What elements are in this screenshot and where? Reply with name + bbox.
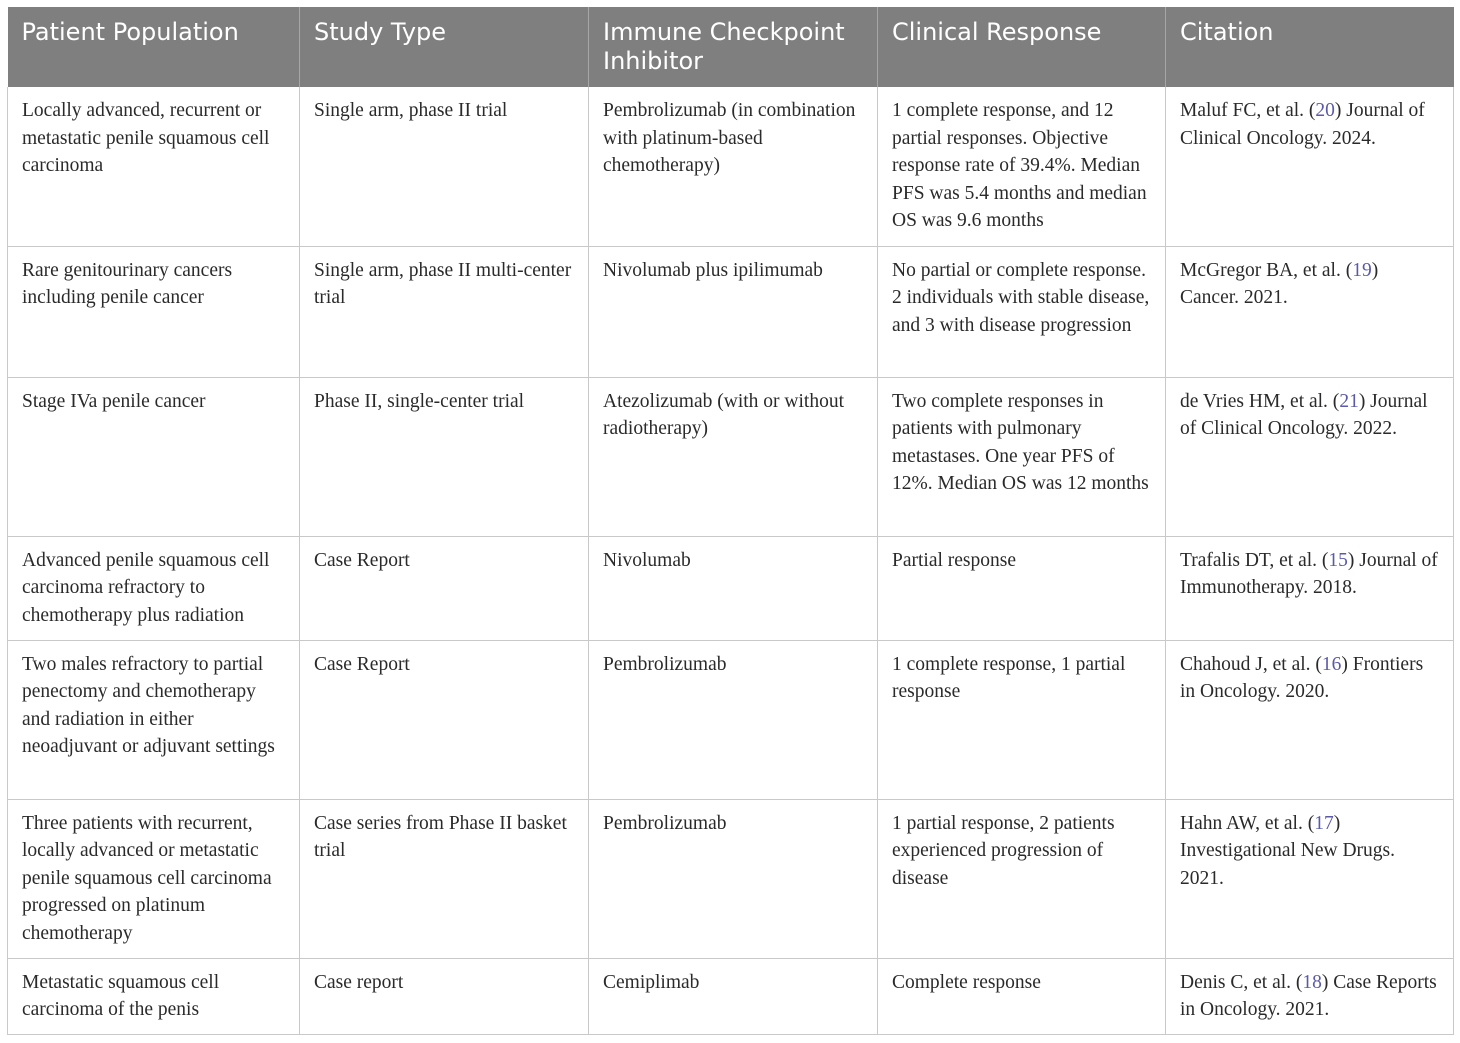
reference-link[interactable]: 21 xyxy=(1339,390,1359,412)
header-checkpoint-line1: Immune Checkpoint xyxy=(603,18,845,46)
cell-study-type: Single arm, phase II multi-center trial xyxy=(300,246,589,377)
citation-text: ) Case Reports in Oncology. 2021. xyxy=(1180,971,1437,1021)
cell-inhibitor: Nivolumab xyxy=(589,536,878,640)
cell-population: Rare genitourinary cancers including penile cancer xyxy=(8,246,300,377)
citation-text: Denis C, et al. ( xyxy=(1180,971,1303,993)
citation-text: Hahn AW, et al. ( xyxy=(1180,812,1315,834)
cell-population: Locally advanced, recurrent or metastatic penile squamous cell carcinoma xyxy=(8,87,300,246)
cell-response: 1 complete response, and 12 partial responses. Objective response rate of 39.4%. Median PFS was 5.4 months and median OS was 9.6 months xyxy=(878,87,1166,246)
table-row xyxy=(8,640,1454,799)
reference-link[interactable]: 17 xyxy=(1314,812,1334,834)
table-body xyxy=(8,87,1454,1034)
cell-response: Complete response xyxy=(878,958,1166,1034)
cell-population: Stage IVa penile cancer xyxy=(8,377,300,536)
header-immune-checkpoint-inhibitor xyxy=(589,7,878,87)
header-row xyxy=(8,7,1454,87)
cell-response: 1 partial response, 2 patients experienced progression of disease xyxy=(878,799,1166,958)
citation-text: ) Frontiers in Oncology. 2020. xyxy=(1180,653,1424,703)
header-patient-population: Patient Population xyxy=(8,7,300,87)
cell-citation xyxy=(1166,246,1454,377)
cell-response: Two complete responses in patients with pulmonary metastases. One year PFS of 12%. Median OS was 12 months xyxy=(878,377,1166,536)
cell-response: 1 complete response, 1 partial response xyxy=(878,640,1166,799)
table-row xyxy=(8,958,1454,1034)
citation-text: ) Journal of Clinical Oncology. 2024. xyxy=(1180,100,1425,149)
cell-response: No partial or complete response. 2 individuals with stable disease, and 3 with disease progression xyxy=(878,246,1166,377)
cell-inhibitor: Atezolizumab (with or without radiotherapy) xyxy=(589,377,878,536)
cell-inhibitor: Pembrolizumab xyxy=(589,640,878,799)
table-row xyxy=(8,377,1454,536)
cell-citation xyxy=(1166,799,1454,958)
cell-population: Two males refractory to partial penectomy and chemotherapy and radiation in either neoadjuvant or adjuvant settings xyxy=(8,640,300,799)
reference-link[interactable]: 18 xyxy=(1302,971,1322,993)
cell-response: Partial response xyxy=(878,536,1166,640)
cell-citation xyxy=(1166,377,1454,536)
cell-inhibitor: Cemiplimab xyxy=(589,958,878,1034)
citation-text: Chahoud J, et al. ( xyxy=(1180,653,1322,675)
cell-study-type: Case Report xyxy=(300,640,589,799)
cell-inhibitor: Pembrolizumab xyxy=(589,799,878,958)
cell-population: Three patients with recurrent, locally advanced or metastatic penile squamous cell carcinoma progressed on platinum chemotherapy xyxy=(8,799,300,958)
cell-population: Metastatic squamous cell carcinoma of the penis xyxy=(8,958,300,1034)
table-row xyxy=(8,536,1454,640)
reference-link[interactable]: 15 xyxy=(1328,549,1348,571)
header-checkpoint-line2: Inhibitor xyxy=(603,47,704,75)
citation-text: de Vries HM, et al. ( xyxy=(1180,390,1340,412)
cell-citation xyxy=(1166,536,1454,640)
citation-text: Maluf FC, et al. ( xyxy=(1180,100,1316,121)
table-row xyxy=(8,87,1454,246)
table-container xyxy=(7,7,1453,1035)
table-header xyxy=(8,7,1454,87)
citation-text: ) Journal of Immunotherapy. 2018. xyxy=(1180,549,1438,599)
cell-citation xyxy=(1166,640,1454,799)
header-citation: Citation xyxy=(1166,7,1454,87)
reference-link[interactable]: 16 xyxy=(1321,653,1342,675)
cell-study-type: Phase II, single-center trial xyxy=(300,377,589,536)
reference-link[interactable]: 19 xyxy=(1352,259,1372,281)
citation-text: ) Cancer. 2021. xyxy=(1180,259,1379,309)
header-clinical-response: Clinical Response xyxy=(878,7,1166,87)
citation-text: ) Investigational New Drugs. 2021. xyxy=(1180,812,1395,889)
cell-study-type: Case Report xyxy=(300,536,589,640)
reference-link[interactable]: 20 xyxy=(1315,100,1335,121)
cell-population: Advanced penile squamous cell carcinoma refractory to chemotherapy plus radiation xyxy=(8,536,300,640)
cell-study-type: Case series from Phase II basket trial xyxy=(300,799,589,958)
cell-inhibitor: Nivolumab plus ipilimumab xyxy=(589,246,878,377)
cell-citation xyxy=(1166,958,1454,1034)
table-row xyxy=(8,799,1454,958)
table-row xyxy=(8,246,1454,377)
immunotherapy-table xyxy=(7,7,1454,1035)
header-study-type: Study Type xyxy=(300,7,589,87)
citation-text: McGregor BA, et al. ( xyxy=(1180,259,1353,281)
cell-study-type: Single arm, phase II trial xyxy=(300,87,589,246)
citation-text: ) Journal of Clinical Oncology. 2022. xyxy=(1180,390,1428,440)
cell-study-type: Case report xyxy=(300,958,589,1034)
cell-citation xyxy=(1166,87,1454,246)
citation-text: Trafalis DT, et al. ( xyxy=(1180,549,1329,571)
cell-inhibitor: Pembrolizumab (in combination with platinum-based chemotherapy) xyxy=(589,87,878,246)
